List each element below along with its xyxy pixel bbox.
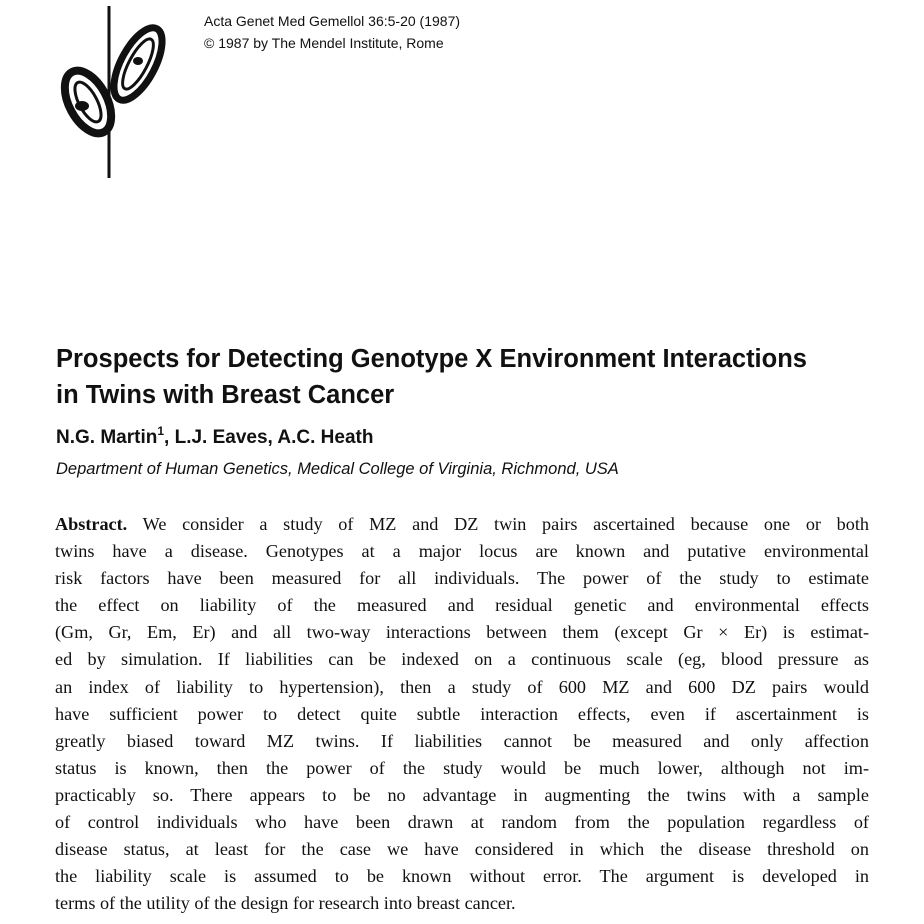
article-title xyxy=(56,341,807,413)
abstract-line-4: the effect on liability of the measured and residual genetic and environmental effects xyxy=(55,595,869,616)
abstract-line-9: greatly biased toward MZ twins. If liabilities cannot be measured and only affection xyxy=(55,730,869,751)
abstract-line-6: ed by simulation. If liabilities can be indexed on a continuous scale (eg, blood pressure as xyxy=(55,649,869,670)
abstract-line-1: Abstract. We consider a study of MZ and DZ twin pairs ascertained because one or both xyxy=(55,514,870,534)
abstract-line-10: status is known, then the power of the study would be much lower, although not im- xyxy=(55,757,869,778)
abstract-line-5: (Gm, Gr, Em, Er) and all two-way interactions between them (except Gr × Er) is estimat- xyxy=(55,622,869,643)
abstract-line-14: the liability scale is assumed to be known without error. The argument is developed in xyxy=(55,866,869,887)
author-affiliation: Department of Human Genetics, Medical College of Virginia, Richmond, USA xyxy=(56,460,619,478)
title-line-2: in Twins with Breast Cancer xyxy=(56,381,395,409)
author-others: , L.J. Eaves, A.C. Heath xyxy=(164,427,374,448)
abstract-label: Abstract. xyxy=(55,514,128,534)
copyright-line: © 1987 by The Mendel Institute, Rome xyxy=(204,35,444,51)
abstract-line-15: terms of the utility of the design for research into breast cancer. xyxy=(55,893,516,914)
mendel-institute-logo xyxy=(58,6,170,178)
abstract-line-12: of control individuals who have been drawn at random from the population regardless of xyxy=(55,812,869,833)
abstract-line-8: have sufficient power to detect quite subtle interaction effects, even if ascertainment is xyxy=(55,703,869,724)
abstract-line-7: an index of liability to hypertension), then a study of 600 MZ and 600 DZ pairs would xyxy=(55,676,869,697)
title-line-1: Prospects for Detecting Genotype X Environment Interactions xyxy=(56,345,807,373)
abstract-line-3: risk factors have been measured for all individuals. The power of the study to estimate xyxy=(55,568,869,589)
abstract-line-13: disease status, at least for the case we have considered in which the disease threshold on xyxy=(55,839,869,860)
journal-citation: Acta Genet Med Gemellol 36:5-20 (1987) xyxy=(204,13,461,29)
journal-header xyxy=(204,10,460,54)
author-footnote-mark: 1 xyxy=(157,424,165,438)
author-list xyxy=(56,424,373,452)
author-first: N.G. Martin xyxy=(56,427,158,448)
abstract-line-2: twins have a disease. Genotypes at a major locus are known and putative environmental xyxy=(55,541,869,562)
abstract-line-11: practicably so. There appears to be no advantage in augmenting the twins with a sample xyxy=(55,784,869,805)
abstract-body xyxy=(55,511,869,917)
